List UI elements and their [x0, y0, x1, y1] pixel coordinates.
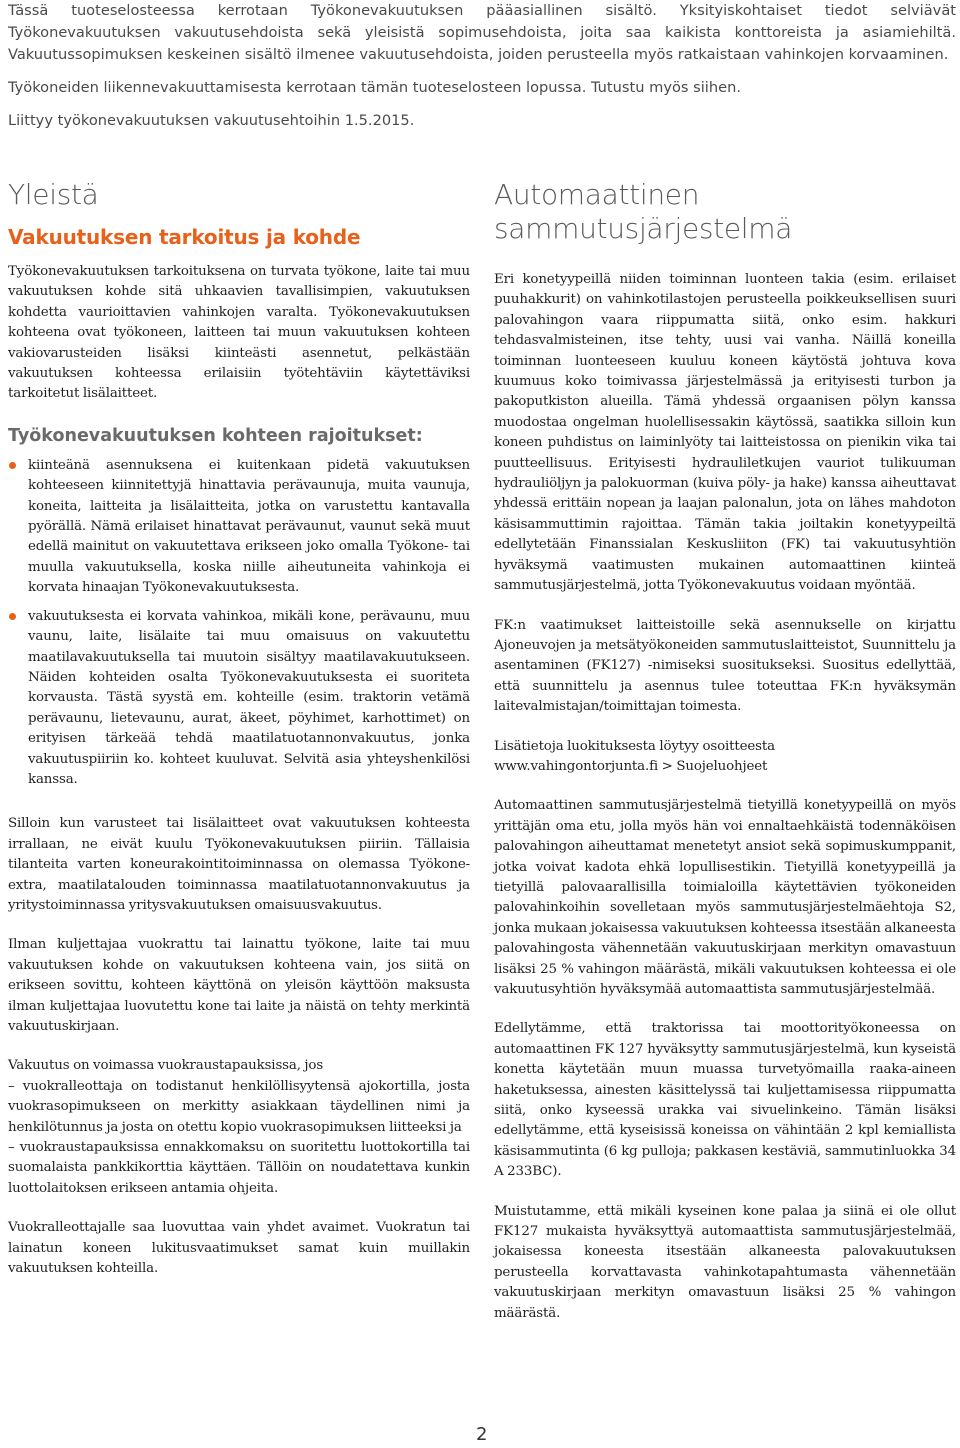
bullet-dot-icon	[9, 462, 16, 469]
right-column	[494, 178, 956, 1343]
intro-paragraph-terms-reference: Liittyy työkonevakuutuksen vakuutusehtoihin 1.5.2015.	[8, 112, 415, 129]
extinguishing-system-heading: Automaattinen sammutusjärjestelmä	[494, 178, 793, 245]
list-item	[8, 607, 470, 791]
rental-intro: Vakuutus on voimassa vuokraustapauksissa, jos	[8, 1058, 324, 1074]
intro-paragraph-traffic-insurance: Työkoneiden liikennevakuuttamisesta kerrotaan tämän tuoteselosteen lopussa. Tutustu myös siihen.	[8, 79, 741, 96]
general-heading: Yleistä	[8, 178, 99, 211]
reminder-paragraph: Muistutamme, että mikäli kyseinen kone palaa ja siinä ei ole ollut FK127 mukaista hyväksyttyä automaattista sammutusjärjestelmää, jokaisessa koneesta itsestään alkaneesta palovakuutuksen perusteella korvattavasta vahinkotapahtumasta vähennetään vakuutuskirjaan merkityn omavastuun lisäksi 25 % vahingon määrästä.	[494, 1203, 956, 1321]
intro-paragraph-product-description: Tässä tuoteselosteessa kerrotaan Työkonevakuutuksen pääasiallinen sisältö. Yksityiskohtaiset tiedot selviävät Työkonevakuutuksen vakuutusehdoista sekä yleisistä sopimusehdoista, joita saa kaikista konttoreista ja asiamiehiltä. Vakuutussopimuksen keskeinen sisältö ilmenee vakuutusehdoista, joiden perusteella myös ratkaistaan vahinkojen korvaaminen.	[8, 2, 956, 63]
tractor-requirement-paragraph: Edellytämme, että traktorissa tai moottorityökoneessa on automaattinen FK 127 hyväksytty sammutusjärjestelmä, kun kyseistä konetta käytetään muun muassa turvetyömailla raaka-aineen haketuksessa, ainesten käsittelyssä tai kuljettamisessa riippumatta siitä, onko kyseessä urakka vai sivuelinkeino. Tämän lisäksi edellytämme, että kyseisissä koneissa on vähintään 2 kpl kemiallista käsisammutinta (6 kg pulloja; pakkasen kestäviä, sammutinluokka 34 A 233BC).	[494, 1021, 956, 1180]
list-item	[8, 456, 470, 599]
restrictions-heading: Työkonevakuutuksen kohteen rajoitukset:	[8, 425, 423, 446]
keys-paragraph: Vuokralleottajalle saa luovuttaa vain yhdet avaimet. Vuokratun tai lainatun koneen lukitusvaatimukset samat kuin muillakin vakuutuksen kohteilla.	[8, 1220, 470, 1277]
purpose-subheading: Vakuutuksen tarkoitus ja kohde	[8, 225, 361, 249]
equipment-paragraph: Silloin kun varusteet tai lisälaitteet ovat vakuutuksen kohteesta irrallaan, ne eivät kuulu Työkonevakuutuksen piiriin. Tällaisia tilanteita varten koneurakointitoiminnassa on olemassa Työkone-extra, maatilatalouden toiminnassa maatilatuotannonvakuutus ja yritystoiminnassa yritysvakuutuksen omaisuusvakuutus.	[8, 816, 470, 913]
more-info-line: Lisätietoja luokituksesta löytyy osoitteesta	[494, 738, 775, 754]
page-number: 2	[476, 1424, 488, 1445]
restrictions-list	[8, 456, 470, 791]
bullet-text: kiinteänä asennuksena ei kuitenkaan pidetä vakuutuksen kohteeseen kiinnitettyjä hinattavia perävaunuja, muita vaunuja, koneita, laitteita ja lisälaitteita, jotka on varustettu kantavalla pyörällä. Nämä erilaiset hinattavat perävaunut, vaunut sekä muut edellä mainitut on vakuutettava erikseen joko omalla Työkone- tai muulla vakuutuksella, koska niille aiheutuneita vahinkoja ei korvata hinaajan Työkonevakuutuksesta.	[28, 457, 470, 596]
fire-risk-paragraph: Eri konetyypeillä niiden toiminnan luonteen takia (esim. erilaiset puuhakkurit) on vahinkotilastojen perusteella poikkeuksellisen suuri palovahingon vaara riippumatta siitä, onko esim. hakkuri tehdasvalmisteinen, itse tehty, uusi vai vanha. Näillä koneilla toiminnan luonteeseen kuuluu koneen käytöstä johtuva kova kuumuus koko toimivassa järjestelmässä ja erityisesti turbon ja pakoputkiston alueilla. Tämä yhdessä orgaanisen pölyn kanssa muodostaa ongelman huolellisessakin käytössä, saatikka silloin kun koneen puhdistus on laiminlyöty tai laitteistossa on pienikin vika tai puutteellisuus. Erityisesti hydrauliletkujen vauriot tulikuuman hydrauliöljyn ja palokuorman (kuiva pöly- ja hake) kanssa aiheuttavat yhdessä erittäin nopean ja laajan palonalun, jota on lähes mahdoton käsisammuttimin rajoittaa. Tämän takia joiltakin konetyypeiltä edellytetään Finanssialan Keskusliiton (FK) tai vakuutusyhtiön hyväksymä vaatimusten mukainen automaattinen kiinteä sammutusjärjestelmä, jotta Työkonevakuutus voidaan myöntää.	[494, 272, 956, 594]
left-column	[8, 178, 470, 1298]
more-info-link[interactable]: www.vahingontorjunta.fi > Suojeluohjeet	[494, 758, 768, 774]
bullet-dot-icon	[9, 613, 16, 620]
intro-section	[8, 0, 956, 143]
entrepreneur-benefit-paragraph: Automaattinen sammutusjärjestelmä tietyillä konetyypeillä on myös yrittäjän oma etu, jolla myös hän voi ennaltaehkäistä todennäköisen palovahingon aiheuttamat menetetyt ansiot sekä sopimuskumppanit, jotka voivat kadota ehkä lopullisestikin. Tietyillä konetyypeillä ja tietyillä palovaarallisilla toimialoilla käytettävien työkoneiden palovahinkoihin sovelletaan myös sammutusjärjestelmäehtoja S2, jonka mukaan jokaisessa vakuutuksen kohteessa itsestään alkaneesta palovahingosta vähennetään vakuutuskirjaan merkityn omavastuun lisäksi 25 % vahingon määrästä, mikäli vakuutuksen kohteessa ei ole vakuutusyhtiön hyväksymää automaattista sammutusjärjestelmää.	[494, 798, 956, 997]
purpose-paragraph: Työkonevakuutuksen tarkoituksena on turvata työkone, laite tai muu vakuutuksen kohde sitä uhkaavien tavallisimpien, vakuutuksen kohdetta vaurioittavien vahinkojen varalta. Työkonevakuutuksen kohteena ovat työkoneen, laitteen tai muun vakuutuksen kohteen vakiovarusteiden lisäksi kiinteästi asennetut, pelkästään vakuutuksen kohteessa erilaisiin työtehtäviin käytettäviksi tarkoitetut lisälaitteet.	[8, 264, 470, 402]
fk-requirements-paragraph: FK:n vaatimukset laitteistoille sekä asennukselle on kirjattu Ajoneuvojen ja metsätyökoneiden sammutuslaitteistot, Suunnittelu ja asentaminen (FK127) -nimiseksi suositukseksi. Suositus edellyttää, että suunnittelu ja asennus tulee toteuttaa FK:n hyväksymän laitevalmistajan/toimittajan toimesta.	[494, 617, 956, 715]
rental-condition-1: – vuokralleottaja on todistanut henkilöllisyytensä ajokortilla, josta vuokrasopimukseen on merkitty asiakkaan täydellinen nimi ja henkilötunnus ja josta on otettu kopio vuokrasopimuksen liitteeksi ja	[8, 1078, 470, 1135]
bullet-text: vakuutuksesta ei korvata vahinkoa, mikäli kone, perävaunu, muu vaunu, laite, lisälaite tai muu omaisuus on vakuutettu maatilavakuutuksella tai muutoin sisältyy maatilavakuutukseen. Näiden kohteiden osalta Työkonevakuutuksesta ei suoriteta korvausta. Tästä syystä em. kohteille (esim. traktorin vetämä perävaunu, lietevaunu, aurat, äkeet, pöyhimet, karhottimet) on erityisen tärkeää tehdä maatilatuotannonvakuutus, jonka vakuutuspiiriin ko. kohteet kuuluvat. Selvitä asia yhteyshenkilösi kanssa.	[28, 608, 470, 787]
rental-condition-2: – vuokraustapauksissa ennakkomaksu on suoritettu luottokortilla tai suomalaista pankkikorttia käyttäen. Tällöin on noudatettava kunkin luottolaitoksen erikseen antamia ohjeita.	[8, 1140, 470, 1196]
driverless-rental-paragraph: Ilman kuljettajaa vuokrattu tai lainattu työkone, laite tai muu vakuutuksen kohde on vakuutuksen kohteena vain, jos siitä on erikseen sovittu, kohteen käyttönä on yleisön käyttöön maksusta ilman kuljettajaa luovutettu kone tai laite ja näistä on tehty merkintä vakuutuskirjaan.	[8, 937, 470, 1034]
